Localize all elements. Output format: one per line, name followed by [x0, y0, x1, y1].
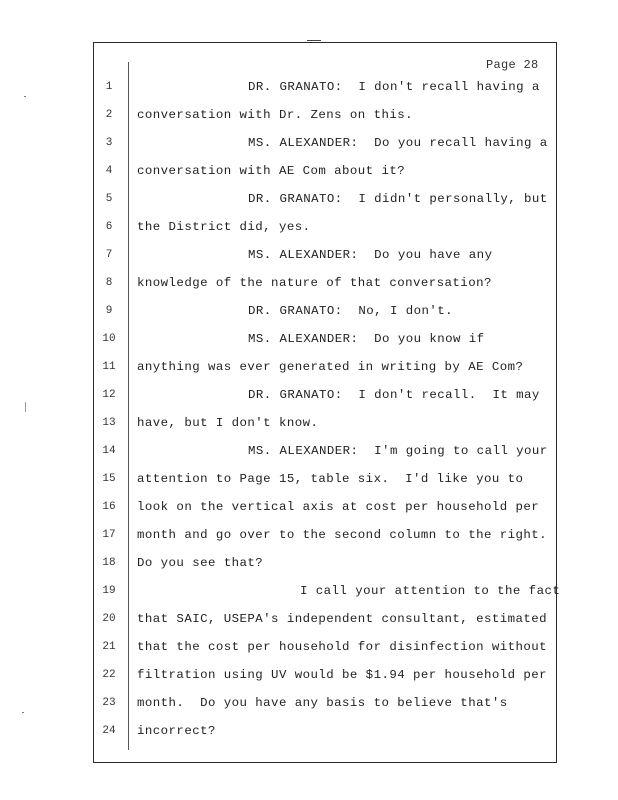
line-number: 8: [105, 277, 113, 289]
line-number: 11: [102, 361, 116, 373]
transcript-line-text: MS. ALEXANDER: Do you have any: [248, 248, 493, 262]
line-number: 17: [102, 529, 116, 541]
transcript-line-text: DR. GRANATO: I don't recall. It may: [248, 388, 540, 402]
line-number: 13: [102, 417, 116, 429]
line-number: 18: [102, 557, 116, 569]
transcript-line-text: the District did, yes.: [137, 220, 311, 234]
line-number: 2: [105, 109, 113, 121]
scan-speck: [24, 96, 26, 97]
transcript-line-text: I call your attention to the fact: [300, 584, 561, 598]
line-number: 19: [102, 585, 116, 597]
transcript-line-text: conversation with AE Com about it?: [137, 164, 406, 178]
line-number: 24: [102, 725, 116, 737]
transcript-line-text: attention to Page 15, table six. I'd like you to: [137, 472, 524, 486]
line-number: 7: [105, 249, 113, 261]
line-number: 5: [105, 193, 113, 205]
line-number: 23: [102, 697, 116, 709]
transcript-line-text: anything was ever generated in writing by AE Com?: [137, 360, 524, 374]
transcript-line-text: conversation with Dr. Zens on this.: [137, 108, 413, 122]
line-number: 6: [105, 221, 113, 233]
line-number: 9: [105, 305, 113, 317]
line-number: 3: [105, 137, 113, 149]
transcript-line-text: month. Do you have any basis to believe that's: [137, 696, 508, 710]
transcript-line-text: DR. GRANATO: I don't recall having a: [248, 80, 540, 94]
transcript-line-text: that the cost per household for disinfection without: [137, 640, 548, 654]
line-number: 1: [105, 81, 113, 93]
line-number: 15: [102, 473, 116, 485]
transcript-line-text: MS. ALEXANDER: I'm going to call your: [248, 444, 548, 458]
line-number: 16: [102, 501, 116, 513]
transcript-line-text: DR. GRANATO: No, I don't.: [248, 304, 454, 318]
transcript-line-text: look on the vertical axis at cost per household per: [137, 500, 540, 514]
line-number: 20: [102, 613, 116, 625]
transcript-line-text: filtration using UV would be $1.94 per household per: [137, 668, 548, 682]
transcript-line-text: DR. GRANATO: I didn't personally, but: [248, 192, 548, 206]
transcript-line-text: MS. ALEXANDER: Do you know if: [248, 332, 485, 346]
scan-speck: [25, 402, 26, 412]
line-number: 10: [102, 333, 116, 345]
line-number-divider: [128, 62, 129, 750]
transcript-line-text: month and go over to the second column to the right.: [137, 528, 548, 542]
line-number: 22: [102, 669, 116, 681]
line-number: 21: [102, 641, 116, 653]
transcript-line-text: knowledge of the nature of that conversation?: [137, 276, 492, 290]
line-number: 4: [105, 165, 113, 177]
scan-speck: [307, 40, 321, 41]
transcript-line-text: incorrect?: [137, 724, 216, 738]
page-number: Page 28: [486, 58, 539, 72]
scan-speck: [22, 712, 24, 713]
transcript-line-text: that SAIC, USEPA's independent consultant, estimated: [137, 612, 548, 626]
transcript-line-text: MS. ALEXANDER: Do you recall having a: [248, 136, 548, 150]
transcript-line-text: have, but I don't know.: [137, 416, 319, 430]
transcript-line-text: Do you see that?: [137, 556, 264, 570]
line-number: 12: [102, 389, 116, 401]
line-number: 14: [102, 445, 116, 457]
